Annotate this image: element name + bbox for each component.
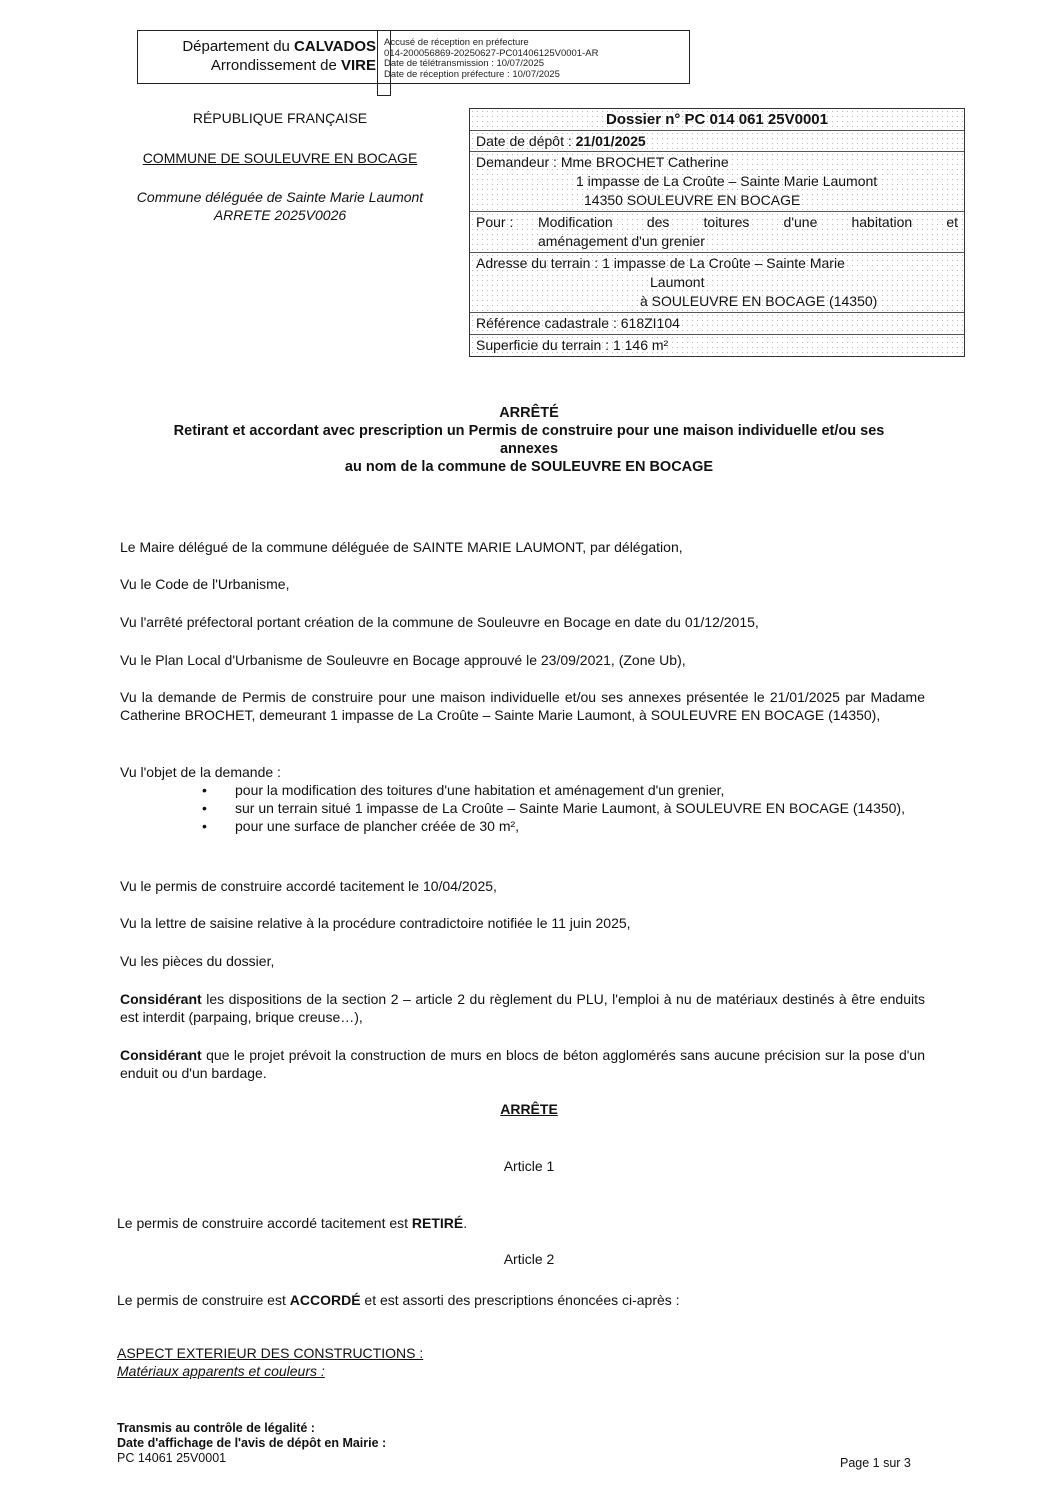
dossier-number: Dossier n° PC 014 061 25V0001 bbox=[470, 109, 964, 131]
vu-objet: Vu l'objet de la demande : • pour la modification des toitures d'une habitation et aménagement d'un grenier, • sur un terrain situé 1 impasse de La Croûte – Sainte Marie Laumont, à SOULEUVRE EN BOCAGE (14350), • pour une surface de plancher créée de 30 m², bbox=[120, 763, 925, 835]
maire-line: Le Maire délégué de la commune déléguée de SAINTE MARIE LAUMONT, par délégation, bbox=[120, 539, 683, 555]
arrete-title: ARRÊTÉ Retirant et accordant avec prescription un Permis de construire pour une maison individuelle et/ou ses annexes au nom de la commune de SOULEUVRE EN BOCAGE bbox=[173, 405, 885, 475]
considerant-1: Considérant les dispositions de la section 2 – article 2 du règlement du PLU, l'emploi à nu de matériaux destinés à être enduits est interdit (parpaing, brique creuse…), bbox=[120, 991, 925, 1025]
commune-deleguee: Commune déléguée de Sainte Marie Laumont ARRETE 2025V0026 bbox=[136, 189, 424, 223]
footer-block: Transmis au contrôle de légalité : Date d'affichage de l'avis de dépôt en Mairie : PC 14061 25V0001 bbox=[117, 1421, 387, 1465]
vu-code-urbanisme: Vu le Code de l'Urbanisme, bbox=[120, 576, 290, 592]
vu-demande: Vu la demande de Permis de construire pour une maison individuelle et/ou ses annexes présentée le 21/01/2025 par Madame Catherine BROCHET, demeurant 1 impasse de La Croûte – Sainte Marie Laumont, à SOULEUVRE EN BOCAGE (14350), bbox=[120, 689, 925, 723]
superficie-row: Superficie du terrain : 1 146 m² bbox=[470, 335, 964, 356]
vu-lettre-saisine: Vu la lettre de saisine relative à la procédure contradictoire notifiée le 11 juin 2025, bbox=[120, 915, 631, 931]
cadastre-row: Référence cadastrale : 618ZI104 bbox=[470, 313, 964, 335]
pour-row: Pour : Modification des toitures d'une habitation et aménagement d'un grenier bbox=[470, 212, 964, 253]
objet-list bbox=[120, 781, 925, 835]
receipt-stamp-text: Accusé de réception en préfecture 014-200056869-20250627-PC01406125V0001-AR Date de télétransmission : 10/07/2025 Date de réception préfecture : 10/07/2025 bbox=[384, 37, 599, 80]
vu-arrete-prefectoral: Vu l'arrêté préfectoral portant création de la commune de Souleuvre en Bocage en date du 01/12/2015, bbox=[120, 614, 759, 630]
republique-heading: RÉPUBLIQUE FRANÇAISE bbox=[192, 110, 368, 126]
dossier-table bbox=[469, 108, 965, 357]
aspect-exterieur-heading: ASPECT EXTERIEUR DES CONSTRUCTIONS : bbox=[117, 1345, 424, 1361]
adresse-row: Adresse du terrain : 1 impasse de La Croûte – Sainte Marie Laumont à SOULEUVRE EN BOCAGE (14350) bbox=[470, 253, 964, 313]
department-label: Département du CALVADOS Arrondissement de VIRE bbox=[182, 38, 376, 74]
vu-permis-tacite: Vu le permis de construire accordé tacitement le 10/04/2025, bbox=[120, 878, 497, 894]
demandeur-row: Demandeur : Mme BROCHET Catherine 1 impasse de La Croûte – Sainte Marie Laumont 14350 SOULEUVRE EN BOCAGE bbox=[470, 152, 964, 212]
considerant-2: Considérant que le projet prévoit la construction de murs en blocs de béton agglomérés sans aucune précision sur la pose d'un enduit ou d'un bardage. bbox=[120, 1047, 925, 1081]
article-2-heading: Article 2 bbox=[503, 1251, 555, 1267]
vu-plu: Vu le Plan Local d'Urbanisme de Souleuvre en Bocage approuvé le 23/09/2021, (Zone Ub), bbox=[120, 652, 686, 668]
vu-pieces: Vu les pièces du dossier, bbox=[120, 953, 275, 969]
article-2-text: Le permis de construire est ACCORDÉ et est assorti des prescriptions énoncées ci-après : bbox=[117, 1292, 680, 1308]
commune-heading: COMMUNE DE SOULEUVRE EN BOCAGE bbox=[142, 150, 418, 166]
materiaux-heading: Matériaux apparents et couleurs : bbox=[117, 1363, 325, 1379]
list-item: • sur un terrain situé 1 impasse de La Croûte – Sainte Marie Laumont, à SOULEUVRE EN BOCAGE (14350), bbox=[120, 799, 925, 817]
depot-row: Date de dépôt : 21/01/2025 bbox=[470, 131, 964, 152]
arrete-heading: ARRÊTE bbox=[500, 1101, 558, 1117]
list-item: • pour la modification des toitures d'une habitation et aménagement d'un grenier, bbox=[120, 781, 925, 799]
article-1-text: Le permis de construire accordé tacitement est RETIRÉ. bbox=[117, 1215, 468, 1231]
page-number: Page 1 sur 3 bbox=[840, 1456, 911, 1470]
article-1-heading: Article 1 bbox=[503, 1158, 555, 1174]
list-item: • pour une surface de plancher créée de 30 m², bbox=[120, 817, 925, 835]
